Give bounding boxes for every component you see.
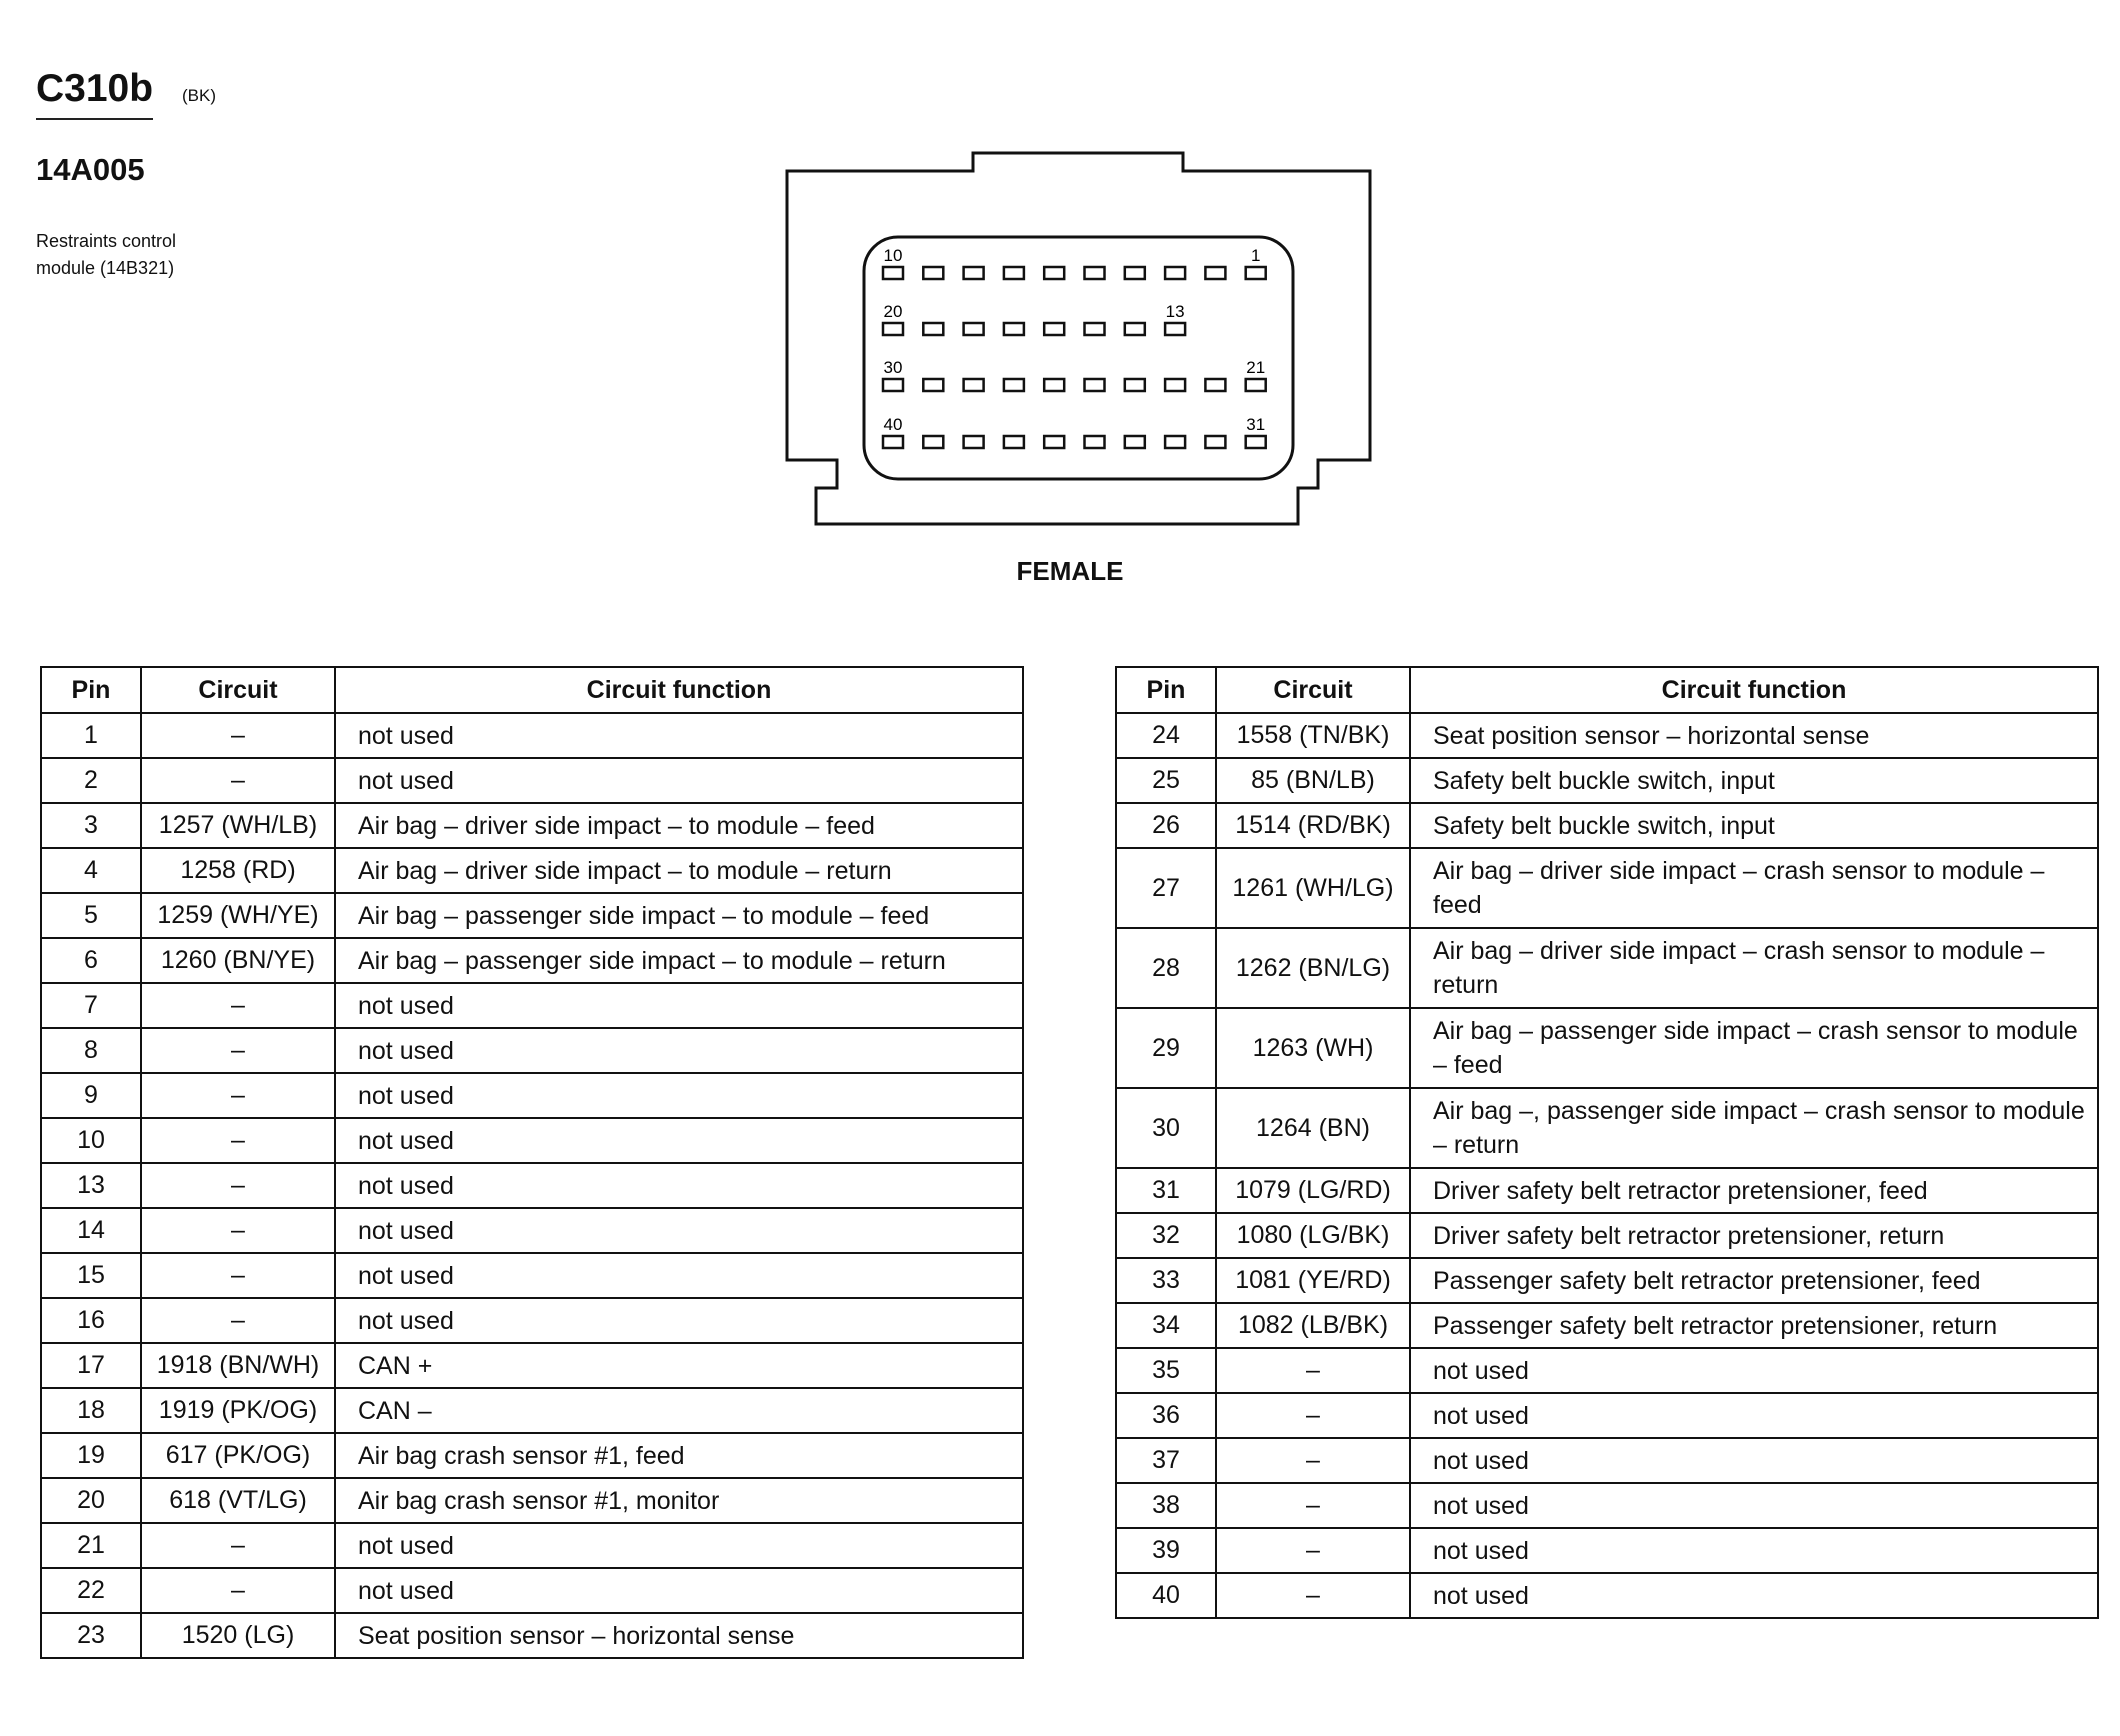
pin-cavity [923,379,943,391]
circuit-cell: – [141,1118,335,1163]
pin-cavity [964,436,984,448]
table-row [41,1208,1023,1253]
circuit-cell: – [141,1028,335,1073]
pin-cavity [1246,267,1266,279]
circuit-cell: 1080 (LG/BK) [1216,1213,1410,1258]
table-row [1116,1088,2098,1168]
pin-cavity [1125,379,1145,391]
pin-cell: 38 [1116,1483,1216,1528]
circuit-cell: – [1216,1483,1410,1528]
function-cell: CAN + [335,1343,1023,1388]
row-label-right: 21 [1246,358,1266,377]
pin-cell: 31 [1116,1168,1216,1213]
pin-cell: 25 [1116,758,1216,803]
function-cell: not used [1410,1573,2098,1618]
circuit-cell: 1257 (WH/LB) [141,803,335,848]
table-row [41,1073,1023,1118]
table-row [41,803,1023,848]
circuit-cell: – [141,1523,335,1568]
function-cell: Air bag –, passenger side impact – crash sensor to module – return [1410,1088,2098,1168]
pin-cell: 32 [1116,1213,1216,1258]
table-row [1116,848,2098,928]
function-cell: Air bag – driver side impact – crash sensor to module – return [1410,928,2098,1008]
pin-grid [883,267,1266,448]
pin-cell: 36 [1116,1393,1216,1438]
table-row [41,758,1023,803]
connector-code: C310b [36,66,153,120]
table-row [41,938,1023,983]
function-cell: not used [1410,1438,2098,1483]
table-row [41,1433,1023,1478]
pin-cavity [923,323,943,335]
connector-gender-caption: FEMALE [1016,556,1124,586]
table-row [1116,713,2098,758]
circuit-cell: – [141,1208,335,1253]
pin-cavity [883,379,903,391]
circuit-cell: 1260 (BN/YE) [141,938,335,983]
pin-cell: 3 [41,803,141,848]
circuit-cell: – [1216,1573,1410,1618]
function-cell: Air bag – driver side impact – crash sensor to module – feed [1410,848,2098,928]
function-cell: Air bag – passenger side impact – crash sensor to module – feed [1410,1008,2098,1088]
pin-cavity [1004,436,1024,448]
function-cell: not used [335,1118,1023,1163]
table-header-row [41,667,1023,713]
pin-cavity [1205,379,1225,391]
pin-cell: 22 [41,1568,141,1613]
pin-cell: 21 [41,1523,141,1568]
pin-cavity [883,436,903,448]
component-line-2: module (14B321) [36,258,175,278]
circuit-cell: – [1216,1393,1410,1438]
function-cell: Passenger safety belt retractor pretensioner, feed [1410,1258,2098,1303]
circuit-cell: 1520 (LG) [141,1613,335,1658]
header-function: Circuit function [1410,667,2098,713]
table-row [1116,1573,2098,1618]
circuit-cell: – [141,758,335,803]
pin-cavity [964,379,984,391]
pin-cavity [1246,379,1266,391]
table-row [1116,1528,2098,1573]
header-pin: Pin [41,667,141,713]
pin-cavity [1205,436,1225,448]
circuit-cell: – [141,1568,335,1613]
component-line-1: Restraints control [36,231,177,251]
pin-cell: 30 [1116,1088,1216,1168]
pin-cavity [964,267,984,279]
pin-cell: 16 [41,1298,141,1343]
part-number: 14A005 [36,152,145,187]
pin-cell: 39 [1116,1528,1216,1573]
pin-cavity [1165,436,1185,448]
table-row [1116,928,2098,1008]
circuit-cell: – [1216,1528,1410,1573]
table-row [1116,1303,2098,1348]
circuit-cell: 1259 (WH/YE) [141,893,335,938]
header-circuit: Circuit [1216,667,1410,713]
circuit-cell: 1919 (PK/OG) [141,1388,335,1433]
table-row [41,1298,1023,1343]
function-cell: Air bag crash sensor #1, feed [335,1433,1023,1478]
table-row [1116,1258,2098,1303]
row-label-right: 1 [1250,246,1261,265]
pin-cavity [1044,379,1064,391]
pin-cavity [883,267,903,279]
circuit-cell: 1262 (BN/LG) [1216,928,1410,1008]
function-cell: not used [1410,1348,2098,1393]
pin-cavity [1085,436,1105,448]
table-row [1116,1348,2098,1393]
function-cell: not used [1410,1483,2098,1528]
function-cell: not used [335,1163,1023,1208]
pin-cell: 7 [41,983,141,1028]
circuit-cell: 1082 (LB/BK) [1216,1303,1410,1348]
circuit-cell: 1258 (RD) [141,848,335,893]
pin-cell: 35 [1116,1348,1216,1393]
table-row [41,893,1023,938]
pin-cell: 27 [1116,848,1216,928]
table-row [1116,1213,2098,1258]
function-cell: not used [335,983,1023,1028]
circuit-cell: 1558 (TN/BK) [1216,713,1410,758]
function-cell: not used [335,1073,1023,1118]
header-circuit: Circuit [141,667,335,713]
circuit-cell: – [1216,1438,1410,1483]
pin-cavity [1085,323,1105,335]
row-label-right: 13 [1165,302,1185,321]
pin-cell: 20 [41,1478,141,1523]
function-cell: not used [335,1523,1023,1568]
table-row [41,1028,1023,1073]
function-cell: not used [335,1253,1023,1298]
pin-cell: 1 [41,713,141,758]
function-cell: not used [335,713,1023,758]
function-cell: Seat position sensor – horizontal sense [1410,713,2098,758]
table-row [41,983,1023,1028]
function-cell: not used [335,1298,1023,1343]
circuit-cell: – [141,1163,335,1208]
circuit-cell: 1079 (LG/RD) [1216,1168,1410,1213]
circuit-cell: 1264 (BN) [1216,1088,1410,1168]
pin-cell: 24 [1116,713,1216,758]
pin-table-left [40,666,1024,1659]
function-cell: not used [335,1208,1023,1253]
pin-cell: 28 [1116,928,1216,1008]
pin-cell: 23 [41,1613,141,1658]
pin-cavity [1165,323,1185,335]
function-cell: Seat position sensor – horizontal sense [335,1613,1023,1658]
function-cell: Air bag – passenger side impact – to module – return [335,938,1023,983]
function-cell: Safety belt buckle switch, input [1410,758,2098,803]
table-row [41,1388,1023,1433]
pin-cavity [1205,267,1225,279]
circuit-cell: – [141,1073,335,1118]
function-cell: not used [1410,1528,2098,1573]
table-row [41,1343,1023,1388]
circuit-cell: – [141,1253,335,1298]
pin-cavity [1125,436,1145,448]
pin-cell: 33 [1116,1258,1216,1303]
function-cell: not used [1410,1393,2098,1438]
function-cell: not used [335,1028,1023,1073]
table-row [41,1568,1023,1613]
pin-cavity [1125,267,1145,279]
pin-cavity [1004,267,1024,279]
pin-cell: 15 [41,1253,141,1298]
table-row [41,848,1023,893]
pin-cavity [1044,267,1064,279]
pin-cell: 4 [41,848,141,893]
circuit-cell: 618 (VT/LG) [141,1478,335,1523]
function-cell: not used [335,1568,1023,1613]
circuit-cell: – [141,983,335,1028]
table-row [41,1253,1023,1298]
pin-cavity [1044,436,1064,448]
pin-cavity [1044,323,1064,335]
pin-cavity [964,323,984,335]
circuit-cell: 1918 (BN/WH) [141,1343,335,1388]
pin-cell: 10 [41,1118,141,1163]
pin-cell: 13 [41,1163,141,1208]
pin-cavity [1246,436,1266,448]
header-function: Circuit function [335,667,1023,713]
row-label-left: 10 [883,246,903,265]
table-row [41,713,1023,758]
function-cell: not used [335,758,1023,803]
pin-cell: 29 [1116,1008,1216,1088]
circuit-cell: 1261 (WH/LG) [1216,848,1410,928]
function-cell: Air bag – driver side impact – to module – return [335,848,1023,893]
table-row [1116,1393,2098,1438]
pin-cell: 8 [41,1028,141,1073]
table-row [1116,1483,2098,1528]
function-cell: Driver safety belt retractor pretensioner, return [1410,1213,2098,1258]
table-row [1116,1008,2098,1088]
connector-color: (BK) [182,86,216,105]
circuit-cell: 1514 (RD/BK) [1216,803,1410,848]
pin-cavity [1165,267,1185,279]
connector-pin-cavity-area [864,237,1293,479]
circuit-cell: 1081 (YE/RD) [1216,1258,1410,1303]
circuit-cell: 1263 (WH) [1216,1008,1410,1088]
pin-cavity [1165,379,1185,391]
pin-cell: 17 [41,1343,141,1388]
function-cell: Passenger safety belt retractor pretensioner, return [1410,1303,2098,1348]
pin-cavity [923,267,943,279]
table-row [1116,1168,2098,1213]
function-cell: Air bag – driver side impact – to module – feed [335,803,1023,848]
table-row [41,1163,1023,1208]
table-row [41,1613,1023,1658]
circuit-cell: – [141,713,335,758]
pin-cell: 6 [41,938,141,983]
pin-cell: 34 [1116,1303,1216,1348]
connector-face-diagram [0,0,2120,560]
pin-cavity [1125,323,1145,335]
pin-cell: 26 [1116,803,1216,848]
circuit-cell: – [141,1298,335,1343]
pin-cell: 19 [41,1433,141,1478]
function-cell: Air bag – passenger side impact – to module – feed [335,893,1023,938]
pin-cell: 18 [41,1388,141,1433]
pin-cavity [883,323,903,335]
pin-cell: 5 [41,893,141,938]
table-row [41,1478,1023,1523]
function-cell: Driver safety belt retractor pretensioner, feed [1410,1168,2098,1213]
pin-cell: 40 [1116,1573,1216,1618]
function-cell: Safety belt buckle switch, input [1410,803,2098,848]
header-pin: Pin [1116,667,1216,713]
row-label-left: 20 [883,302,903,321]
circuit-cell: – [1216,1348,1410,1393]
pin-cavity [1004,323,1024,335]
table-row [1116,803,2098,848]
pin-cavity [1004,379,1024,391]
table-row [1116,1438,2098,1483]
pin-cell: 37 [1116,1438,1216,1483]
pin-cell: 9 [41,1073,141,1118]
row-label-left: 40 [883,415,903,434]
table-row [41,1118,1023,1163]
pin-cell: 2 [41,758,141,803]
function-cell: Air bag crash sensor #1, monitor [335,1478,1023,1523]
pin-table-right [1115,666,2099,1619]
row-label-right: 31 [1246,415,1266,434]
pin-row-labels [884,246,1266,434]
function-cell: CAN – [335,1388,1023,1433]
row-label-left: 30 [883,358,903,377]
table-header-row [1116,667,2098,713]
table-row [1116,758,2098,803]
circuit-cell: 617 (PK/OG) [141,1433,335,1478]
pin-cavity [1085,267,1105,279]
circuit-cell: 85 (BN/LB) [1216,758,1410,803]
pin-cavity [1085,379,1105,391]
table-row [41,1523,1023,1568]
pin-cell: 14 [41,1208,141,1253]
pin-cavity [923,436,943,448]
